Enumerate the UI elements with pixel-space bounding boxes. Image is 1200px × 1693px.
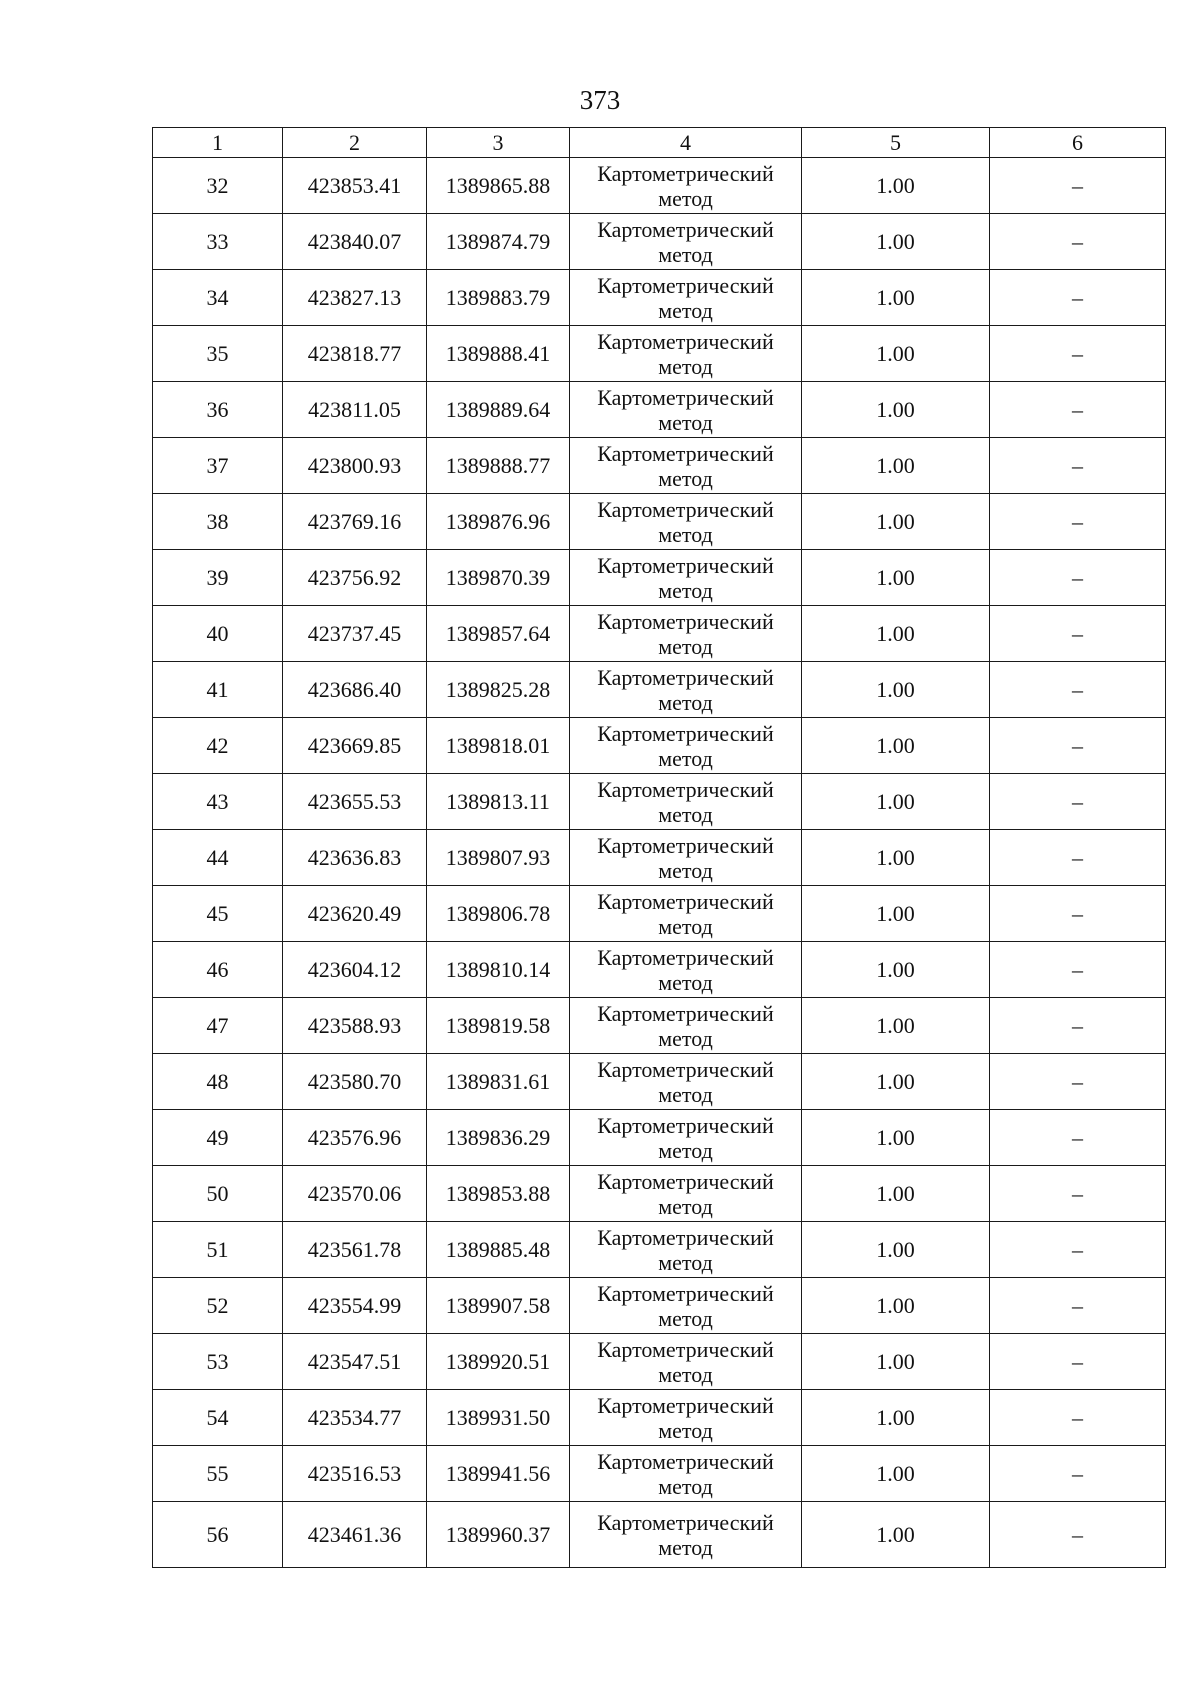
accuracy-cell: 1.00: [802, 718, 990, 774]
y-coordinate-cell: 1389825.28: [427, 662, 570, 718]
accuracy-cell: 1.00: [802, 1278, 990, 1334]
method-cell: [570, 158, 802, 214]
method-line-2: метод: [658, 913, 713, 939]
method-line-1: Картометрический: [597, 1280, 774, 1306]
header-cell: 2: [283, 128, 427, 158]
accuracy-cell: 1.00: [802, 270, 990, 326]
method-line-2: метод: [658, 353, 713, 379]
x-coordinate-cell: 423588.93: [283, 998, 427, 1054]
accuracy-cell: 1.00: [802, 158, 990, 214]
table-row: [153, 718, 1166, 774]
x-coordinate-cell: 423769.16: [283, 494, 427, 550]
method-line-2: метод: [658, 1361, 713, 1387]
method-line-2: метод: [658, 969, 713, 995]
page-number: 373: [579, 85, 621, 115]
y-coordinate-cell: 1389806.78: [427, 886, 570, 942]
method-line-2: метод: [658, 801, 713, 827]
method-line-2: метод: [658, 1249, 713, 1275]
x-coordinate-cell: 423461.36: [283, 1502, 427, 1568]
method-line-2: метод: [658, 1305, 713, 1331]
x-coordinate-cell: 423737.45: [283, 606, 427, 662]
x-coordinate-cell: 423669.85: [283, 718, 427, 774]
header-cell: 3: [427, 128, 570, 158]
x-coordinate-cell: 423853.41: [283, 158, 427, 214]
method-line-2: метод: [658, 185, 713, 211]
accuracy-cell: 1.00: [802, 1446, 990, 1502]
table-row: [153, 942, 1166, 998]
x-coordinate-cell: 423827.13: [283, 270, 427, 326]
point-number-cell: 38: [153, 494, 283, 550]
point-number-cell: 47: [153, 998, 283, 1054]
y-coordinate-cell: 1389818.01: [427, 718, 570, 774]
coordinates-table: [152, 127, 1166, 1568]
point-number-cell: 37: [153, 438, 283, 494]
y-coordinate-cell: 1389960.37: [427, 1502, 570, 1568]
note-cell: –: [990, 1166, 1166, 1222]
note-cell: –: [990, 606, 1166, 662]
note-cell: –: [990, 1446, 1166, 1502]
note-cell: –: [990, 998, 1166, 1054]
accuracy-cell: 1.00: [802, 494, 990, 550]
accuracy-cell: 1.00: [802, 550, 990, 606]
x-coordinate-cell: 423580.70: [283, 1054, 427, 1110]
header-cell: 5: [802, 128, 990, 158]
x-coordinate-cell: 423756.92: [283, 550, 427, 606]
accuracy-cell: 1.00: [802, 214, 990, 270]
x-coordinate-cell: 423800.93: [283, 438, 427, 494]
x-coordinate-cell: 423818.77: [283, 326, 427, 382]
accuracy-cell: 1.00: [802, 326, 990, 382]
method-cell: [570, 1222, 802, 1278]
method-line-1: Картометрический: [597, 888, 774, 914]
method-cell: [570, 494, 802, 550]
point-number-cell: 44: [153, 830, 283, 886]
table-row: [153, 830, 1166, 886]
point-number-cell: 50: [153, 1166, 283, 1222]
table-row: [153, 214, 1166, 270]
table-row: [153, 494, 1166, 550]
method-line-2: метод: [658, 633, 713, 659]
accuracy-cell: 1.00: [802, 1054, 990, 1110]
table-row: [153, 1222, 1166, 1278]
method-line-1: Картометрический: [597, 1336, 774, 1362]
point-number-cell: 43: [153, 774, 283, 830]
method-line-2: метод: [658, 1417, 713, 1443]
note-cell: –: [990, 438, 1166, 494]
table-row: [153, 326, 1166, 382]
table-body: [153, 158, 1166, 1568]
table-row: [153, 1166, 1166, 1222]
note-cell: –: [990, 1110, 1166, 1166]
method-line-1: Картометрический: [597, 1000, 774, 1026]
method-line-2: метод: [658, 1473, 713, 1499]
method-cell: [570, 382, 802, 438]
table-row: [153, 998, 1166, 1054]
table-row: [153, 1446, 1166, 1502]
point-number-cell: 41: [153, 662, 283, 718]
point-number-cell: 49: [153, 1110, 283, 1166]
method-line-1: Картометрический: [597, 608, 774, 634]
y-coordinate-cell: 1389885.48: [427, 1222, 570, 1278]
point-number-cell: 48: [153, 1054, 283, 1110]
method-cell: [570, 1446, 802, 1502]
method-line-2: метод: [658, 521, 713, 547]
accuracy-cell: 1.00: [802, 830, 990, 886]
y-coordinate-cell: 1389810.14: [427, 942, 570, 998]
x-coordinate-cell: 423561.78: [283, 1222, 427, 1278]
y-coordinate-cell: 1389888.77: [427, 438, 570, 494]
method-cell: [570, 1110, 802, 1166]
x-coordinate-cell: 423655.53: [283, 774, 427, 830]
method-cell: [570, 1166, 802, 1222]
x-coordinate-cell: 423554.99: [283, 1278, 427, 1334]
table-row: [153, 774, 1166, 830]
method-cell: [570, 998, 802, 1054]
method-line-1: Картометрический: [597, 1224, 774, 1250]
point-number-cell: 40: [153, 606, 283, 662]
x-coordinate-cell: 423636.83: [283, 830, 427, 886]
y-coordinate-cell: 1389888.41: [427, 326, 570, 382]
point-number-cell: 45: [153, 886, 283, 942]
table-row: [153, 270, 1166, 326]
point-number-cell: 35: [153, 326, 283, 382]
y-coordinate-cell: 1389907.58: [427, 1278, 570, 1334]
y-coordinate-cell: 1389870.39: [427, 550, 570, 606]
method-line-1: Картометрический: [597, 272, 774, 298]
point-number-cell: 36: [153, 382, 283, 438]
y-coordinate-cell: 1389941.56: [427, 1446, 570, 1502]
method-line-1: Картометрический: [597, 1448, 774, 1474]
y-coordinate-cell: 1389853.88: [427, 1166, 570, 1222]
y-coordinate-cell: 1389836.29: [427, 1110, 570, 1166]
table-row: [153, 1334, 1166, 1390]
method-cell: [570, 830, 802, 886]
note-cell: –: [990, 1278, 1166, 1334]
method-line-2: метод: [658, 1534, 713, 1560]
x-coordinate-cell: 423686.40: [283, 662, 427, 718]
note-cell: –: [990, 326, 1166, 382]
accuracy-cell: 1.00: [802, 1390, 990, 1446]
table-row: [153, 1110, 1166, 1166]
method-line-1: Картометрический: [597, 1509, 774, 1535]
y-coordinate-cell: 1389883.79: [427, 270, 570, 326]
note-cell: –: [990, 1390, 1166, 1446]
method-line-1: Картометрический: [597, 1392, 774, 1418]
method-cell: [570, 942, 802, 998]
note-cell: –: [990, 830, 1166, 886]
note-cell: –: [990, 214, 1166, 270]
method-line-2: метод: [658, 409, 713, 435]
method-line-1: Картометрический: [597, 944, 774, 970]
note-cell: –: [990, 550, 1166, 606]
table-row: [153, 1502, 1166, 1568]
point-number-cell: 32: [153, 158, 283, 214]
method-cell: [570, 214, 802, 270]
note-cell: –: [990, 1334, 1166, 1390]
y-coordinate-cell: 1389819.58: [427, 998, 570, 1054]
method-line-2: метод: [658, 465, 713, 491]
point-number-cell: 53: [153, 1334, 283, 1390]
method-cell: [570, 662, 802, 718]
method-line-1: Картометрический: [597, 216, 774, 242]
accuracy-cell: 1.00: [802, 1110, 990, 1166]
method-cell: [570, 326, 802, 382]
point-number-cell: 33: [153, 214, 283, 270]
method-line-2: метод: [658, 241, 713, 267]
method-line-2: метод: [658, 689, 713, 715]
method-line-2: метод: [658, 577, 713, 603]
note-cell: –: [990, 494, 1166, 550]
y-coordinate-cell: 1389874.79: [427, 214, 570, 270]
note-cell: –: [990, 1502, 1166, 1568]
x-coordinate-cell: 423811.05: [283, 382, 427, 438]
point-number-cell: 54: [153, 1390, 283, 1446]
method-line-1: Картометрический: [597, 664, 774, 690]
table-row: [153, 1278, 1166, 1334]
x-coordinate-cell: 423570.06: [283, 1166, 427, 1222]
table-row: [153, 382, 1166, 438]
method-line-2: метод: [658, 1025, 713, 1051]
table-row: [153, 886, 1166, 942]
table-row: [153, 606, 1166, 662]
accuracy-cell: 1.00: [802, 774, 990, 830]
method-cell: [570, 1278, 802, 1334]
y-coordinate-cell: 1389865.88: [427, 158, 570, 214]
note-cell: –: [990, 158, 1166, 214]
point-number-cell: 46: [153, 942, 283, 998]
accuracy-cell: 1.00: [802, 438, 990, 494]
x-coordinate-cell: 423516.53: [283, 1446, 427, 1502]
method-line-1: Картометрический: [597, 776, 774, 802]
point-number-cell: 56: [153, 1502, 283, 1568]
point-number-cell: 55: [153, 1446, 283, 1502]
method-cell: [570, 270, 802, 326]
method-line-1: Картометрический: [597, 496, 774, 522]
x-coordinate-cell: 423620.49: [283, 886, 427, 942]
accuracy-cell: 1.00: [802, 1166, 990, 1222]
note-cell: –: [990, 270, 1166, 326]
method-line-1: Картометрический: [597, 384, 774, 410]
y-coordinate-cell: 1389807.93: [427, 830, 570, 886]
table-header-row: [153, 128, 1166, 158]
x-coordinate-cell: 423576.96: [283, 1110, 427, 1166]
point-number-cell: 39: [153, 550, 283, 606]
header-cell: 6: [990, 128, 1166, 158]
note-cell: –: [990, 662, 1166, 718]
y-coordinate-cell: 1389889.64: [427, 382, 570, 438]
method-cell: [570, 438, 802, 494]
method-cell: [570, 1054, 802, 1110]
note-cell: –: [990, 886, 1166, 942]
method-line-1: Картометрический: [597, 552, 774, 578]
x-coordinate-cell: 423547.51: [283, 1334, 427, 1390]
y-coordinate-cell: 1389931.50: [427, 1390, 570, 1446]
accuracy-cell: 1.00: [802, 606, 990, 662]
table-row: [153, 438, 1166, 494]
accuracy-cell: 1.00: [802, 1222, 990, 1278]
point-number-cell: 34: [153, 270, 283, 326]
method-line-2: метод: [658, 1081, 713, 1107]
note-cell: –: [990, 1054, 1166, 1110]
method-cell: [570, 1502, 802, 1568]
method-cell: [570, 886, 802, 942]
table-row: [153, 1054, 1166, 1110]
method-line-2: метод: [658, 1193, 713, 1219]
method-line-2: метод: [658, 297, 713, 323]
accuracy-cell: 1.00: [802, 1334, 990, 1390]
method-line-1: Картометрический: [597, 328, 774, 354]
method-line-1: Картометрический: [597, 1056, 774, 1082]
y-coordinate-cell: 1389876.96: [427, 494, 570, 550]
method-line-1: Картометрический: [597, 720, 774, 746]
method-line-1: Картометрический: [597, 1112, 774, 1138]
note-cell: –: [990, 1222, 1166, 1278]
note-cell: –: [990, 382, 1166, 438]
note-cell: –: [990, 774, 1166, 830]
y-coordinate-cell: 1389920.51: [427, 1334, 570, 1390]
method-cell: [570, 774, 802, 830]
header-cell: 1: [153, 128, 283, 158]
method-cell: [570, 1390, 802, 1446]
point-number-cell: 42: [153, 718, 283, 774]
point-number-cell: 51: [153, 1222, 283, 1278]
point-number-cell: 52: [153, 1278, 283, 1334]
y-coordinate-cell: 1389831.61: [427, 1054, 570, 1110]
y-coordinate-cell: 1389813.11: [427, 774, 570, 830]
x-coordinate-cell: 423840.07: [283, 214, 427, 270]
method-cell: [570, 718, 802, 774]
accuracy-cell: 1.00: [802, 886, 990, 942]
method-line-1: Картометрический: [597, 440, 774, 466]
method-cell: [570, 1334, 802, 1390]
table-row: [153, 550, 1166, 606]
accuracy-cell: 1.00: [802, 1502, 990, 1568]
method-line-1: Картометрический: [597, 832, 774, 858]
method-line-1: Картометрический: [597, 160, 774, 186]
method-line-1: Картометрический: [597, 1168, 774, 1194]
header-cell: 4: [570, 128, 802, 158]
accuracy-cell: 1.00: [802, 998, 990, 1054]
method-cell: [570, 550, 802, 606]
note-cell: –: [990, 718, 1166, 774]
accuracy-cell: 1.00: [802, 662, 990, 718]
method-line-2: метод: [658, 1137, 713, 1163]
y-coordinate-cell: 1389857.64: [427, 606, 570, 662]
accuracy-cell: 1.00: [802, 942, 990, 998]
x-coordinate-cell: 423604.12: [283, 942, 427, 998]
note-cell: –: [990, 942, 1166, 998]
method-line-2: метод: [658, 857, 713, 883]
table-row: [153, 1390, 1166, 1446]
table-row: [153, 158, 1166, 214]
method-cell: [570, 606, 802, 662]
table-row: [153, 662, 1166, 718]
accuracy-cell: 1.00: [802, 382, 990, 438]
x-coordinate-cell: 423534.77: [283, 1390, 427, 1446]
method-line-2: метод: [658, 745, 713, 771]
